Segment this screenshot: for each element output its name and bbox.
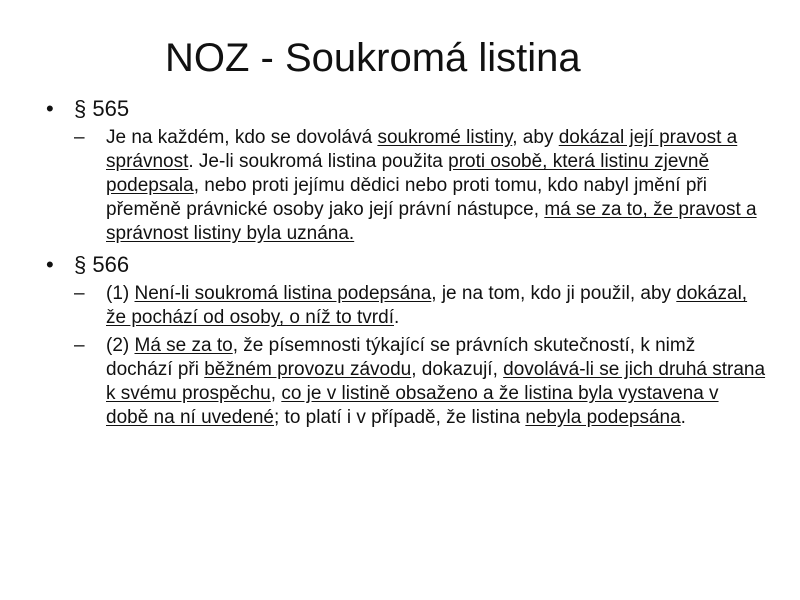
underlined-segment: proti osobě, která listinu zjevně podepsala: [106, 151, 710, 196]
dash-icon: –: [74, 283, 85, 304]
section-566-items: [46, 282, 766, 430]
text-segment: .: [680, 407, 686, 428]
text-segment: (1): [106, 283, 135, 304]
paragraph-566-2: [46, 334, 766, 430]
underlined-segment: má se za to, že pravost a správnost listiny byla uznána.: [106, 199, 757, 244]
underlined-segment: běžném provozu závodu: [204, 359, 412, 380]
paragraph-566-1: [46, 282, 766, 330]
underlined-segment: dokázal její pravost a správnost: [106, 127, 738, 172]
underlined-segment: dovolává-li se jich druhá strana k svému prospěchu: [106, 359, 766, 404]
underlined-segment: Má se za to: [134, 335, 233, 356]
section-heading-text: § 566: [74, 252, 130, 277]
paragraph-565: [46, 126, 766, 246]
underlined-segment: soukromé listiny: [377, 127, 513, 148]
bullet-icon: •: [46, 252, 54, 277]
underlined-segment: nebyla podepsána: [525, 407, 681, 428]
text-segment: ,: [270, 383, 282, 404]
underlined-segment: dokázal, že pochází od osoby, o níž to tvrdí: [106, 283, 748, 328]
dash-icon: –: [74, 127, 85, 148]
section-565-items: [46, 126, 766, 246]
section-heading-text: § 565: [74, 96, 130, 121]
text-segment: , nebo proti jejímu dědici nebo proti tomu, kdo nabyl jmění při přeměně právnické osoby jako její právní nástupce,: [106, 175, 707, 220]
text-segment: Je na každém, kdo se dovolává: [106, 127, 378, 148]
text-segment: (2): [106, 335, 135, 356]
text-segment: , že písemnosti týkající se právních skutečností, k nimž dochází při: [106, 335, 696, 380]
bullet-icon: •: [46, 96, 54, 121]
text-segment: , je na tom, kdo ji použil, aby: [431, 283, 677, 304]
text-segment: ; to platí i v případě, že listina: [274, 407, 526, 428]
section-heading-565: [46, 96, 766, 122]
dash-icon: –: [74, 335, 85, 356]
text-segment: .: [393, 307, 400, 328]
section-heading-566: [46, 252, 766, 278]
slide-content: [46, 96, 766, 436]
underlined-segment: co je v listině obsaženo a že listina byla vystavena v době na ní uvedené: [106, 383, 719, 428]
underlined-segment: Není-li soukromá listina podepsána: [134, 283, 432, 304]
text-segment: , aby: [512, 127, 559, 148]
text-segment: . Je-li soukromá listina použita: [188, 151, 449, 172]
text-segment: , dokazují,: [411, 359, 504, 380]
slide-title: NOZ - Soukromá listina: [165, 36, 581, 80]
